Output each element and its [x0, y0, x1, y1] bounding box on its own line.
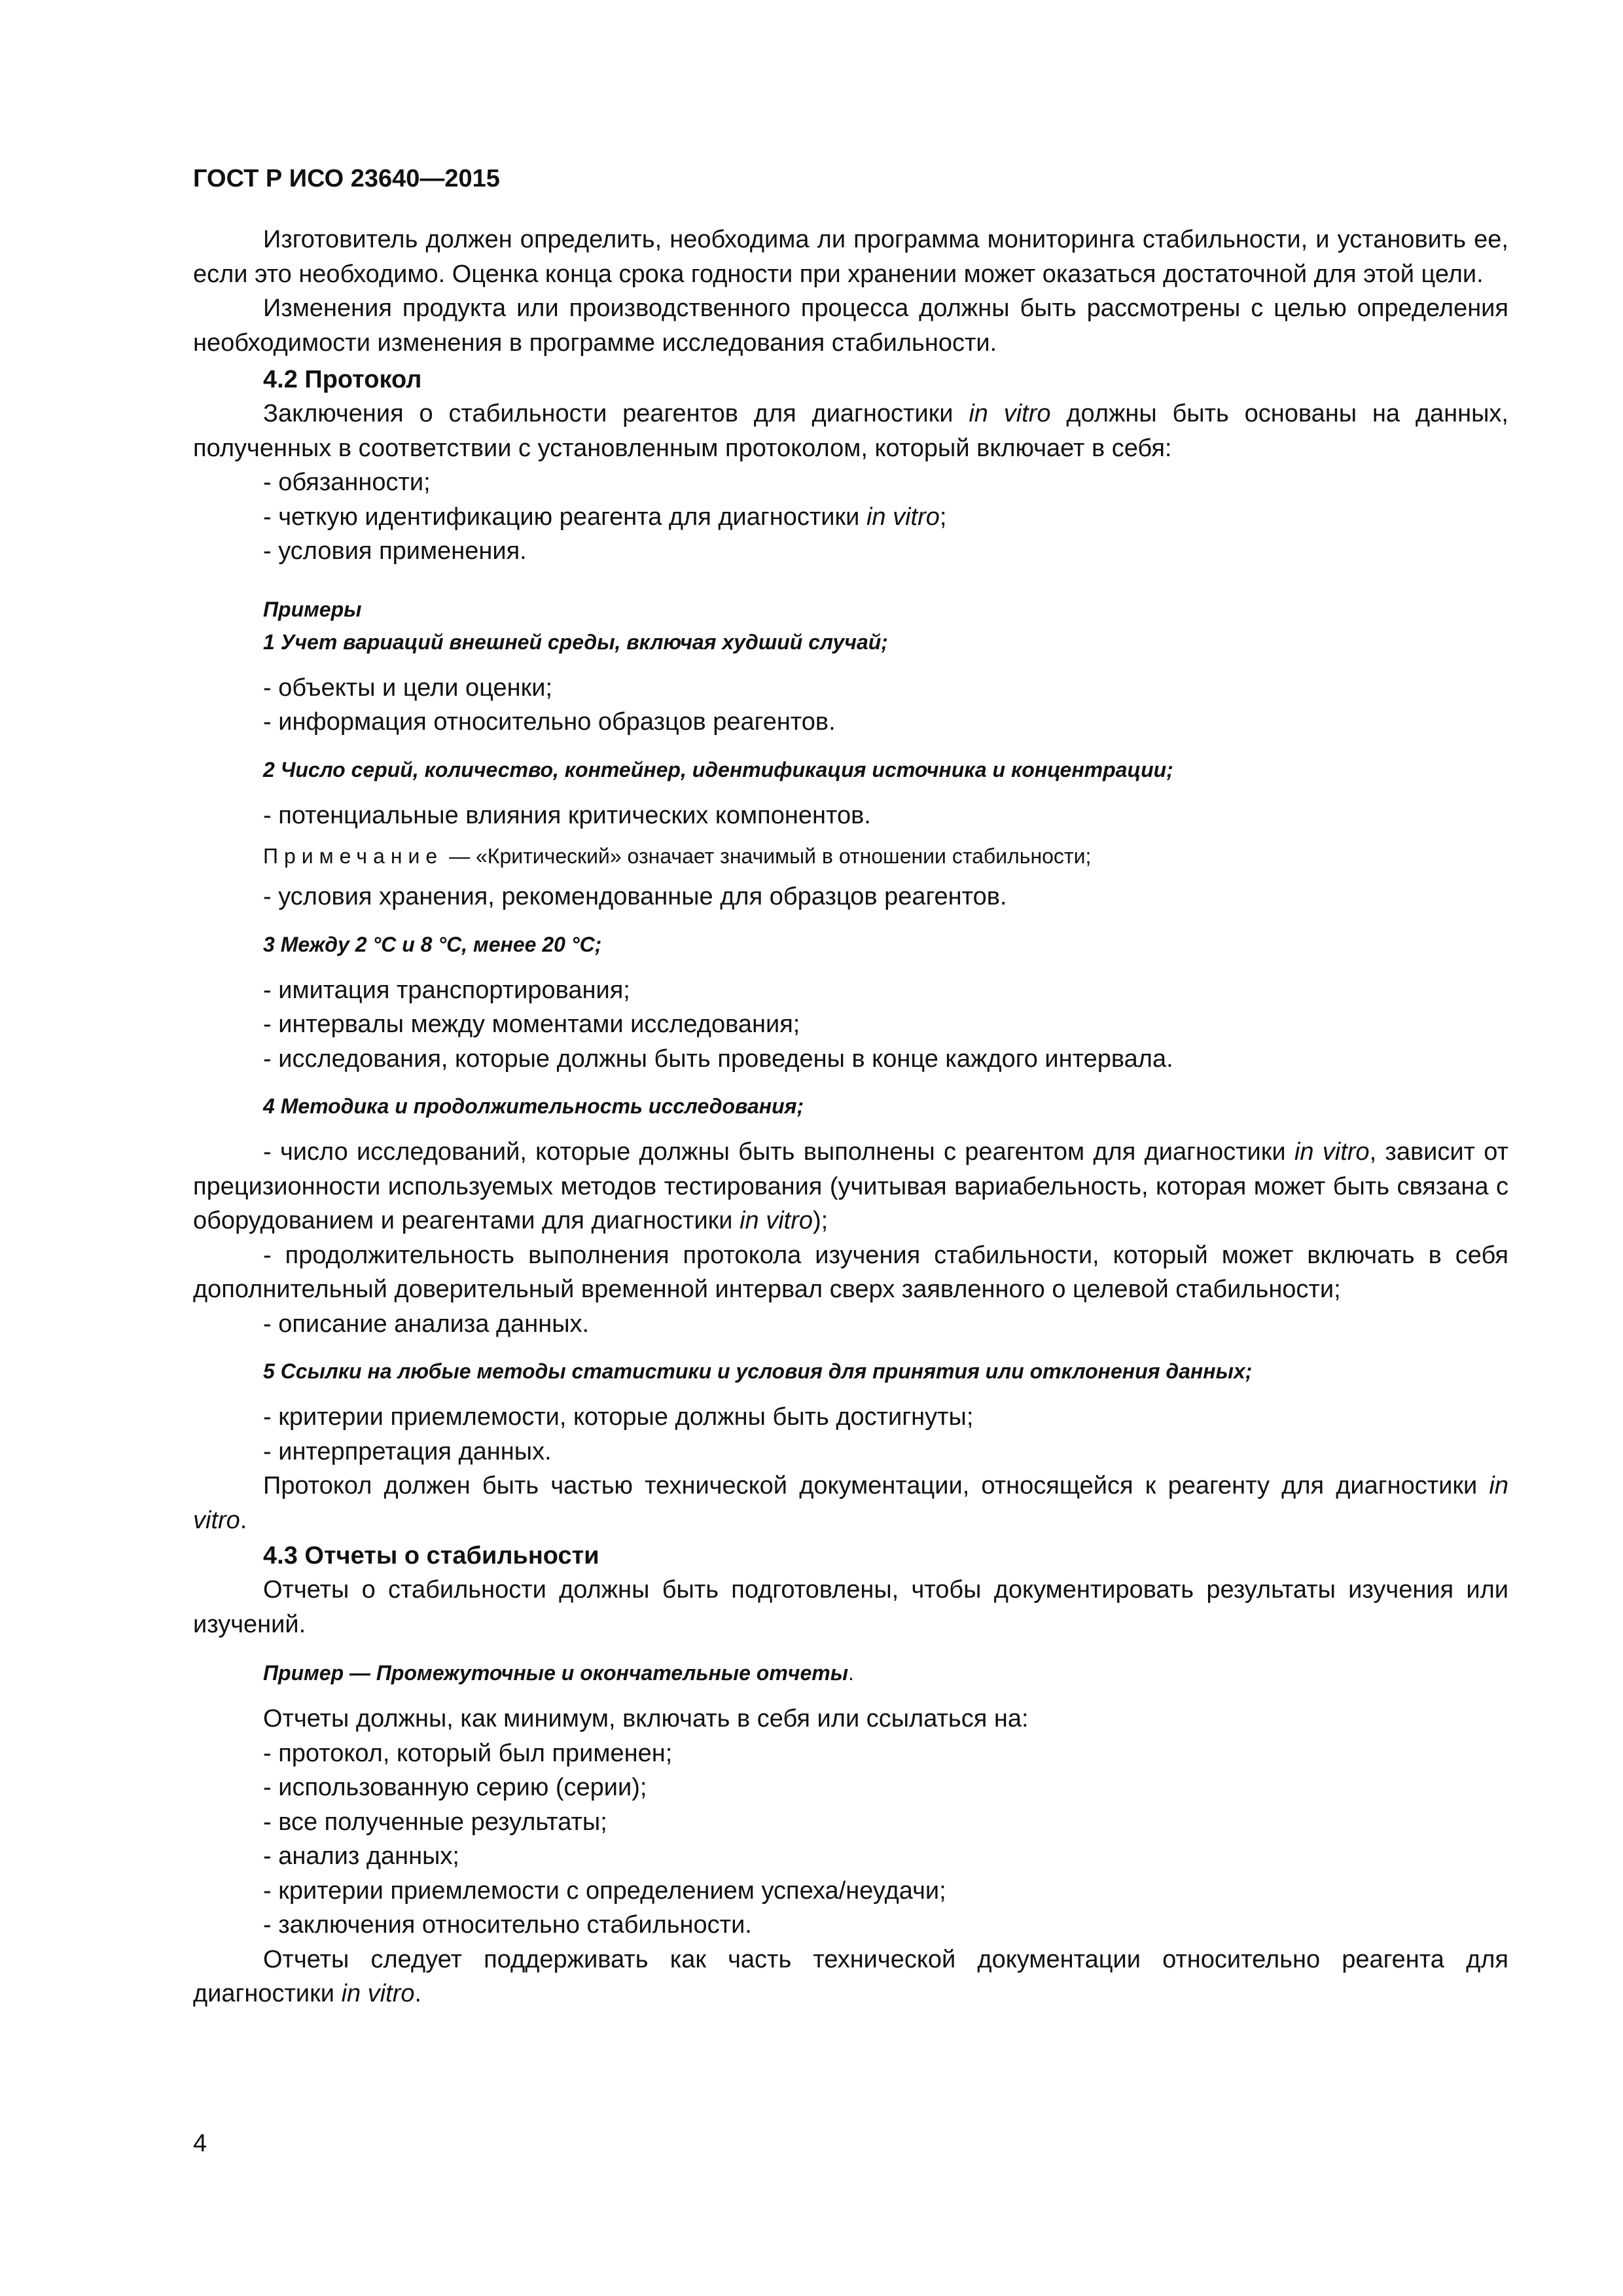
example-5: 5 Ссылки на любые методы статистики и условия для принятия или отклонения данных;: [263, 1359, 1253, 1383]
example-1: 1 Учет вариаций внешней среды, включая худший случай;: [263, 630, 888, 654]
reports-example: [193, 1659, 1508, 1687]
term-in-vitro: in vitro: [866, 503, 940, 531]
note: [193, 842, 1508, 870]
list-item: - использованную серию (серии);: [263, 1774, 647, 1801]
list-item: - протокол, который был применен;: [263, 1739, 673, 1767]
intro-paragraph-2: Изменения продукта или производственного процесса должны быть рассмотрены с целью определения необходимости изменения в программе исследования стабильности.: [193, 295, 1508, 357]
term-in-vitro: in vitro: [193, 1472, 1508, 1534]
list-item: - потенциальные влияния критических компонентов.: [263, 801, 871, 829]
text-run: ;: [939, 503, 947, 531]
example-4: 4 Методика и продолжительность исследования;: [263, 1094, 804, 1118]
note-text: — «Критический» означает значимый в отношении стабильности;: [443, 844, 1092, 868]
list-item: - информация относительно образцов реагентов.: [263, 708, 836, 736]
text-run: .: [848, 1661, 854, 1685]
text-run: Отчеты следует поддерживать как часть технической документации относительно реагента для диагностики: [193, 1945, 1508, 2007]
text-run: Заключения о стабильности реагентов для диагностики: [263, 400, 969, 427]
list-item: - объекты и цели оценки;: [263, 673, 553, 702]
protocol-final-paragraph: [193, 1469, 1508, 1537]
reports-list-intro: Отчеты должны, как минимум, включать в себя или ссылаться на:: [263, 1705, 1029, 1732]
term-in-vitro: in vitro: [1294, 1138, 1370, 1166]
text-run: - четкую идентификацию реагента для диагностики: [263, 503, 866, 531]
page-number: 4: [193, 2130, 207, 2157]
list-item: - имитация транспортирования;: [263, 976, 630, 1004]
reports-final-paragraph: [193, 1943, 1508, 2011]
list-item: [193, 500, 1508, 535]
reports-paragraph: Отчеты о стабильности должны быть подготовлены, чтобы документировать результаты изучения или изучений.: [193, 1576, 1508, 1638]
list-item: - все полученные результаты;: [263, 1808, 607, 1836]
term-in-vitro: in vitro: [341, 1980, 415, 2007]
example-3: 3 Между 2 °С и 8 °С, менее 20 °С;: [263, 932, 602, 956]
list-item: - заключения относительно стабильности.: [263, 1911, 752, 1939]
example-2: 2 Число серий, количество, контейнер, идентификация источника и концентрации;: [263, 757, 1173, 781]
intro-paragraph-1: Изготовитель должен определить, необходима ли программа мониторинга стабильности, и установить ее, если это необходимо. Оценка конца срока годности при хранении может оказаться достаточной для этой цели.: [193, 226, 1508, 288]
document-page: [193, 162, 1508, 2011]
list-item: - критерии приемлемости с определением успеха/неудачи;: [263, 1876, 946, 1905]
text-run: Протокол должен быть частью технической документации, относящейся к реагенту для диагностики: [263, 1472, 1489, 1499]
list-item: - обязанности;: [263, 469, 431, 496]
protocol-detail-paragraph-1: [193, 1135, 1508, 1238]
list-item: - критерии приемлемости, которые должны быть достигнуты;: [263, 1403, 974, 1431]
standard-header: ГОСТ Р ИСО 23640—2015: [193, 165, 500, 192]
list-item: - анализ данных;: [263, 1842, 459, 1870]
list-item: - интервалы между моментами исследования;: [263, 1011, 800, 1038]
list-item: - условия применения.: [263, 537, 527, 565]
section-heading-4-3: 4.3 Отчеты о стабильности: [263, 1542, 599, 1570]
list-item: - описание анализа данных.: [263, 1310, 590, 1338]
note-label: Примечание: [263, 844, 444, 868]
text-run: .: [240, 1506, 247, 1534]
section-heading-4-2: 4.2 Протокол: [263, 366, 422, 393]
term-in-vitro: in vitro: [740, 1207, 813, 1234]
text-run: - число исследований, которые должны быть выполнены с реагентом для диагностики: [263, 1138, 1294, 1166]
text-run: Пример — Промежуточные и окончательные отчеты: [263, 1661, 849, 1685]
examples-title: Примеры: [263, 597, 362, 621]
text-run: .: [414, 1980, 422, 2007]
term-in-vitro: in vitro: [969, 400, 1051, 427]
list-item: - условия хранения, рекомендованные для образцов реагентов.: [263, 883, 1007, 910]
protocol-detail-paragraph-2: - продолжительность выполнения протокола изучения стабильности, который может включать в себя дополнительный доверительный временной интервал сверх заявленного о целевой стабильности;: [193, 1241, 1508, 1303]
list-item: - интерпретация данных.: [263, 1437, 552, 1465]
text-run: );: [813, 1207, 829, 1234]
text-run: должны быть основаны на данных, полученных в соответствии с установленным протоколом, который включает в себя:: [193, 400, 1508, 462]
protocol-paragraph: [193, 397, 1508, 465]
list-item: - исследования, которые должны быть проведены в конце каждого интервала.: [263, 1045, 1173, 1073]
text-run: , зависит от прецизионности используемых методов тестирования (учитывая вариабельность, которая может быть связана с оборудованием и реагентами для диагностики: [193, 1138, 1509, 1234]
